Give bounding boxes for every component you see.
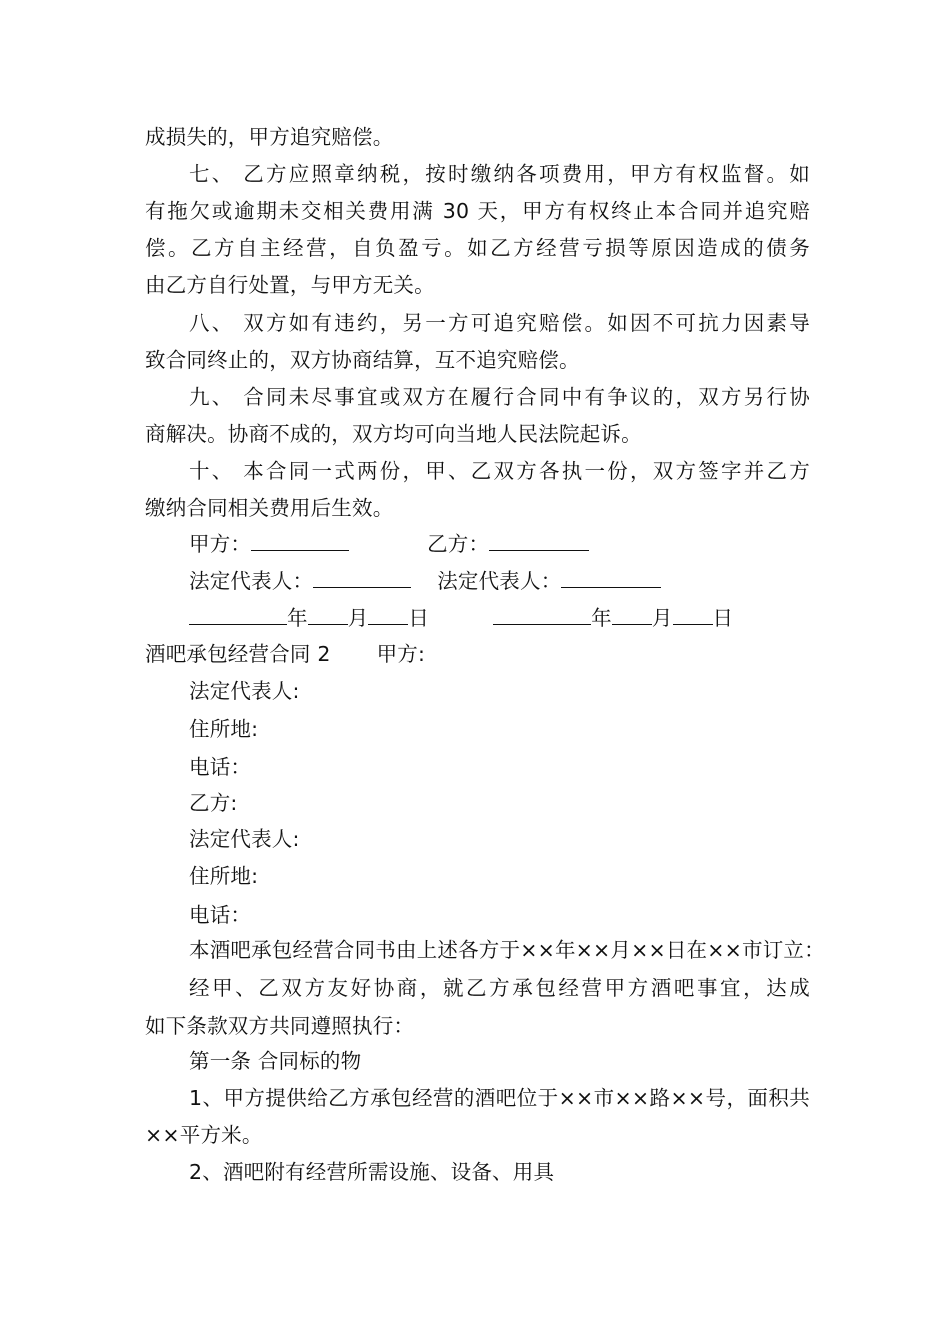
article-one-item-2: 2、酒吧附有经营所需设施、设备、用具 — [189, 1160, 555, 1184]
signature-legal-rep-row — [189, 567, 810, 594]
month-label: 月 — [347, 606, 369, 630]
contract-2-address-b: 住所地: — [189, 864, 259, 888]
month-label: 月 — [651, 606, 673, 630]
contract-2-phone-b: 电话： — [189, 903, 252, 927]
contract-2-address-a: 住所地: — [189, 717, 259, 741]
year-label: 年 — [591, 606, 612, 630]
paragraph-line: 由乙方自行处置，与甲方无关。 — [145, 273, 435, 297]
signature-date-row — [189, 604, 810, 631]
paragraph-line: 如下条款双方共同遵照执行： — [145, 1014, 415, 1038]
paragraph-line: 缴纳合同相关费用后生效。 — [145, 496, 394, 520]
clause-ten: 十、 本合同一式两份，甲、乙双方各执一份，双方签字并乙方 — [189, 459, 810, 483]
paragraph-line: 成损失的，甲方追究赔偿。 — [145, 125, 394, 149]
contract-2-party-a: 甲方: — [376, 642, 426, 666]
clause-eight: 八、 双方如有违约，另一方可追究赔偿。如因不可抗力因素导 — [189, 311, 810, 335]
signature-parties-row — [189, 530, 810, 557]
year-a-blank — [189, 604, 287, 625]
month-a-blank — [308, 604, 348, 625]
article-one-heading: 第一条 合同标的物 — [189, 1049, 362, 1073]
party-b-blank — [489, 530, 589, 551]
year-label: 年 — [287, 606, 308, 630]
legal-rep-b-label: 法定代表人： — [437, 569, 562, 593]
day-label: 日 — [408, 606, 430, 630]
contract-2-party-b: 乙方: — [189, 791, 238, 815]
contract-2-preamble: 本酒吧承包经营合同书由上述各方于××年××月××日在××市订立： — [189, 938, 825, 962]
party-a-label: 甲方： — [189, 532, 252, 556]
contract-2-legal-rep-b: 法定代表人: — [189, 827, 300, 851]
clause-seven: 七、 乙方应照章纳税，按时缴纳各项费用，甲方有权监督。如 — [189, 162, 810, 186]
day-label: 日 — [712, 606, 734, 630]
paragraph-line: 有拖欠或逾期未交相关费用满 30 天，甲方有权终止本合同并追究赔 — [145, 199, 810, 223]
clause-nine: 九、 合同未尽事宜或双方在履行合同中有争议的，双方另行协 — [189, 385, 810, 409]
article-one-item-1: 1、甲方提供给乙方承包经营的酒吧位于××市××路××号，面积共 — [189, 1086, 810, 1110]
month-b-blank — [612, 604, 652, 625]
paragraph-line: 偿。乙方自主经营，自负盈亏。如乙方经营亏损等原因造成的债务 — [145, 236, 810, 260]
contract-2-title-row — [145, 641, 810, 667]
party-a-blank — [251, 530, 349, 551]
contract-2-legal-rep-a: 法定代表人: — [189, 679, 300, 703]
year-b-blank — [493, 604, 591, 625]
paragraph-line: 致合同终止的，双方协商结算，互不追究赔偿。 — [145, 348, 580, 372]
legal-rep-a-blank — [313, 567, 411, 588]
contract-2-phone-a: 电话： — [189, 755, 252, 779]
contract-2-intro: 经甲、乙双方友好协商，就乙方承包经营甲方酒吧事宜，达成 — [189, 976, 810, 1000]
party-b-label: 乙方： — [427, 532, 490, 556]
day-b-blank — [673, 604, 713, 625]
legal-rep-a-label: 法定代表人： — [189, 569, 314, 593]
contract-2-title: 酒吧承包经营合同 2 — [145, 642, 331, 666]
paragraph-line: ××平方米。 — [145, 1123, 263, 1147]
paragraph-line: 商解决。协商不成的，双方均可向当地人民法院起诉。 — [145, 422, 642, 446]
legal-rep-b-blank — [561, 567, 661, 588]
day-a-blank — [368, 604, 408, 625]
